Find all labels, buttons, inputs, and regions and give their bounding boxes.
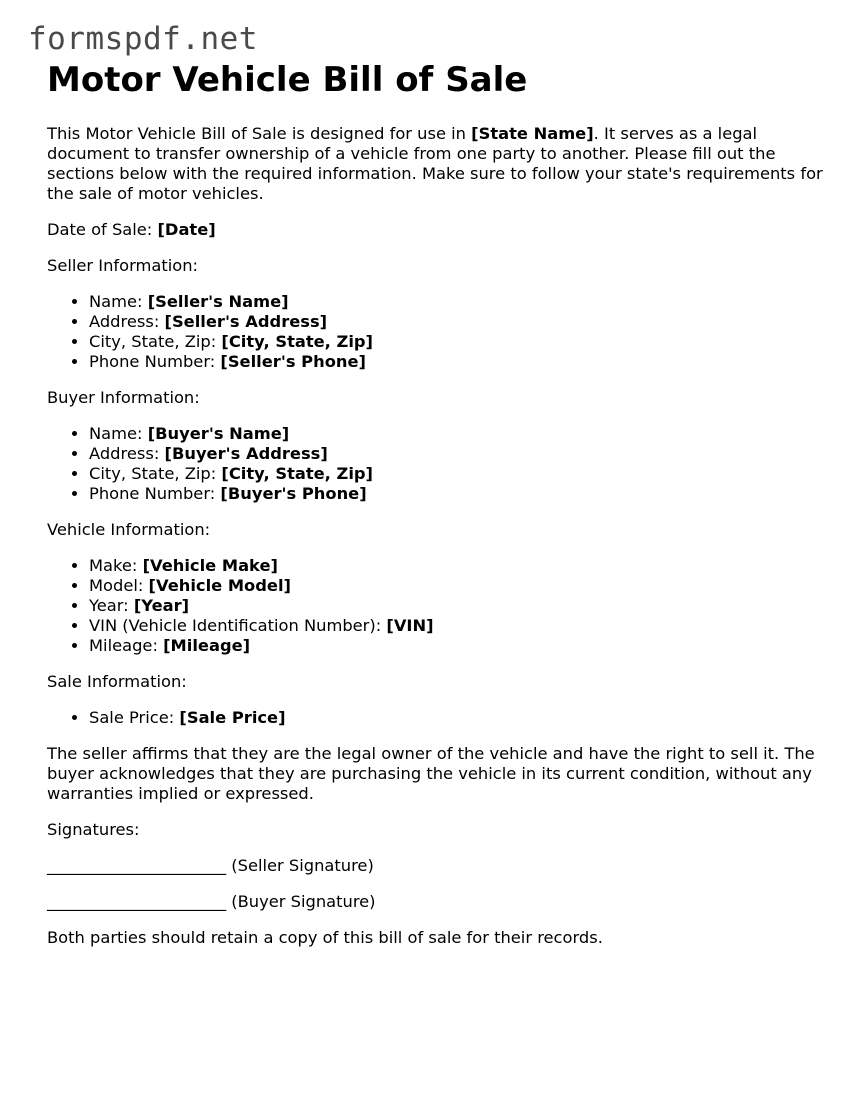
field-value: [Mileage] [163,636,251,655]
page-title: Motor Vehicle Bill of Sale [47,60,528,100]
buyer-address-item [89,444,827,464]
field-label: Make: [89,556,143,575]
field-value: [Year] [133,596,190,615]
sale-field-list [47,708,827,728]
field-label: City, State, Zip: [89,332,222,351]
vehicle-section-heading: Vehicle Information: [47,520,211,539]
field-value: [Buyer's Phone] [220,484,367,503]
field-value: [Buyer's Address] [164,444,328,463]
vehicle-make-item [89,556,827,576]
field-label: Name: [89,424,148,443]
field-label: Sale Price: [89,708,180,727]
field-value: [Vehicle Model] [148,576,291,595]
field-value: [City, State, Zip] [221,464,374,483]
buyer-phone-item [89,484,827,504]
field-label: VIN (Vehicle Identification Number): [89,616,387,635]
field-value: [Seller's Address] [164,312,328,331]
vehicle-field-list [47,556,827,656]
field-label: Address: [89,444,165,463]
sale-section-heading: Sale Information: [47,672,187,691]
seller-section-heading: Seller Information: [47,256,199,275]
buyer-name-item [89,424,827,444]
buyer-section-heading: Buyer Information: [47,388,200,407]
state-name-placeholder: [State Name] [471,124,594,143]
vehicle-year-item [89,596,827,616]
field-label: Phone Number: [89,352,221,371]
vehicle-model-item [89,576,827,596]
field-value: [Vehicle Make] [142,556,278,575]
field-value: [City, State, Zip] [221,332,374,351]
field-label: Model: [89,576,149,595]
seller-name-item [89,292,827,312]
field-value: [VIN] [386,616,434,635]
seller-field-list [47,292,827,372]
vehicle-vin-item [89,616,827,636]
affirmation-paragraph: The seller affirms that they are the legal owner of the vehicle and have the right to sell it. The buyer acknowledges that they are purchasing the vehicle in its current condition, without any warranties implied or expressed. [47,744,815,803]
document-body [47,60,827,948]
intro-paragraph [47,124,827,204]
field-label: City, State, Zip: [89,464,222,483]
seller-phone-item [89,352,827,372]
sale-price-item [89,708,827,728]
field-value: [Seller's Name] [147,292,289,311]
seller-city-state-zip-item [89,332,827,352]
field-label: Address: [89,312,165,331]
buyer-field-list [47,424,827,504]
date-of-sale-value: [Date] [157,220,216,239]
field-label: Name: [89,292,148,311]
date-of-sale-line [47,220,827,240]
vehicle-mileage-item [89,636,827,656]
field-label: Mileage: [89,636,164,655]
field-value: [Buyer's Name] [147,424,290,443]
seller-signature-line: ______________________ (Seller Signature) [47,856,374,875]
field-value: [Sale Price] [179,708,286,727]
buyer-signature-line: ______________________ (Buyer Signature) [47,892,376,911]
closing-paragraph: Both parties should retain a copy of this bill of sale for their records. [47,928,603,947]
field-label: Phone Number: [89,484,221,503]
watermark-logo: formspdf.net [28,21,258,57]
intro-text-after: . It serves as a legal document to transfer ownership of a vehicle from one party to another. Please fill out the sections below with the required information. Make sure to follow your state's requirements for the sale of motor vehicles. [47,124,823,203]
intro-text-before: This Motor Vehicle Bill of Sale is designed for use in [47,124,472,143]
buyer-city-state-zip-item [89,464,827,484]
date-of-sale-label: Date of Sale: [47,220,158,239]
signatures-heading: Signatures: [47,820,140,839]
field-value: [Seller's Phone] [220,352,366,371]
seller-address-item [89,312,827,332]
field-label: Year: [89,596,134,615]
